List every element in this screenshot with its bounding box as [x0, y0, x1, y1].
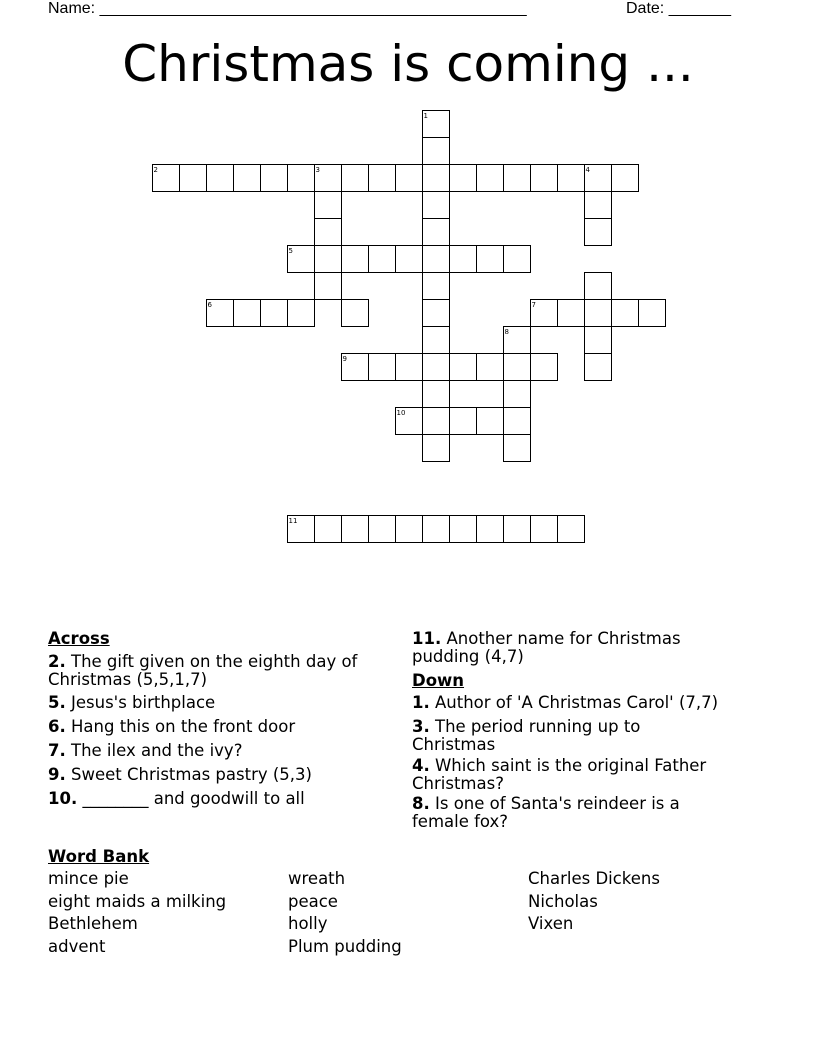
clue-number-label: 11: [288, 516, 298, 525]
word-bank-item: Charles Dickens: [528, 869, 660, 888]
crossword-cell[interactable]: [422, 272, 450, 300]
word-bank-item: mince pie: [48, 869, 129, 888]
date-label[interactable]: Date: _______: [626, 0, 731, 17]
crossword-cell[interactable]: [503, 353, 531, 381]
crossword-cell[interactable]: [449, 164, 477, 192]
clue-number-label: 7: [531, 300, 536, 309]
crossword-cell[interactable]: [287, 245, 315, 273]
crossword-cell[interactable]: [314, 164, 342, 192]
crossword-cell[interactable]: [476, 515, 504, 543]
clue-down-4: 4. Which saint is the original Father Christmas?: [412, 756, 707, 793]
crossword-cell[interactable]: [341, 245, 369, 273]
clue-number-label: 3: [315, 165, 320, 174]
clue-across-9: 9. Sweet Christmas pastry (5,3): [48, 765, 312, 784]
crossword-cell[interactable]: [476, 353, 504, 381]
crossword-cell[interactable]: [530, 164, 558, 192]
crossword-cell[interactable]: [341, 164, 369, 192]
crossword-cell[interactable]: [530, 353, 558, 381]
crossword-cell[interactable]: [422, 218, 450, 246]
crossword-cell[interactable]: [449, 245, 477, 273]
crossword-cell[interactable]: [503, 407, 531, 435]
crossword-cell[interactable]: [503, 434, 531, 462]
crossword-cell[interactable]: [341, 515, 369, 543]
crossword-cell[interactable]: [476, 407, 504, 435]
crossword-cell[interactable]: [314, 515, 342, 543]
clue-down-1: 1. Author of 'A Christmas Carol' (7,7): [412, 693, 719, 712]
clue-number-label: 4: [585, 165, 590, 174]
crossword-cell[interactable]: [287, 164, 315, 192]
crossword-cell[interactable]: [503, 245, 531, 273]
word-bank-heading: Word Bank: [48, 847, 150, 866]
crossword-cell[interactable]: [260, 164, 288, 192]
crossword-cell[interactable]: [314, 245, 342, 273]
crossword-cell[interactable]: [233, 164, 261, 192]
crossword-cell[interactable]: [260, 299, 288, 327]
crossword-cell[interactable]: [422, 434, 450, 462]
crossword-cell[interactable]: [287, 299, 315, 327]
crossword-cell[interactable]: [530, 299, 558, 327]
crossword-cell[interactable]: [422, 110, 450, 138]
crossword-cell[interactable]: [314, 272, 342, 300]
crossword-cell[interactable]: [584, 272, 612, 300]
crossword-cell[interactable]: [395, 515, 423, 543]
crossword-cell[interactable]: [638, 299, 666, 327]
crossword-cell[interactable]: [368, 164, 396, 192]
crossword-cell[interactable]: [584, 353, 612, 381]
clue-across-5: 5. Jesus's birthplace: [48, 693, 216, 712]
clue-number-label: 8: [504, 327, 509, 336]
clue-number-label: 1: [423, 111, 428, 120]
crossword-cell[interactable]: [557, 515, 585, 543]
clue-number-label: 2: [153, 165, 158, 174]
crossword-cell[interactable]: [368, 245, 396, 273]
clue-number-label: 5: [288, 246, 293, 255]
word-bank-item: Vixen: [528, 914, 574, 933]
crossword-cell[interactable]: [152, 164, 180, 192]
word-bank-item: wreath: [288, 869, 346, 888]
crossword-cell[interactable]: [395, 245, 423, 273]
crossword-cell[interactable]: [395, 407, 423, 435]
clue-number-label: 9: [342, 354, 347, 363]
across-heading: Across: [48, 629, 110, 648]
word-bank-item: Bethlehem: [48, 914, 138, 933]
clue-down-3: 3. The period running up to Christmas: [412, 717, 641, 754]
word-bank-item: holly: [288, 914, 328, 933]
crossword-cell[interactable]: [422, 407, 450, 435]
crossword-cell[interactable]: [584, 164, 612, 192]
crossword-cell[interactable]: [611, 299, 639, 327]
crossword-cell[interactable]: [422, 380, 450, 408]
crossword-cell[interactable]: [503, 515, 531, 543]
down-heading: Down: [412, 671, 465, 690]
crossword-cell[interactable]: [422, 326, 450, 354]
crossword-cell[interactable]: [395, 164, 423, 192]
crossword-cell[interactable]: [368, 353, 396, 381]
crossword-cell[interactable]: [179, 164, 207, 192]
crossword-cell[interactable]: [314, 218, 342, 246]
crossword-cell[interactable]: [422, 245, 450, 273]
crossword-cell[interactable]: [287, 515, 315, 543]
crossword-cell[interactable]: [449, 515, 477, 543]
crossword-cell[interactable]: [476, 164, 504, 192]
crossword-cell[interactable]: [611, 164, 639, 192]
page-title: Christmas is coming ...: [122, 35, 694, 93]
crossword-cell[interactable]: [584, 299, 612, 327]
crossword-cell[interactable]: [422, 191, 450, 219]
crossword-cell[interactable]: [557, 164, 585, 192]
crossword-cell[interactable]: [422, 299, 450, 327]
crossword-cell[interactable]: [584, 191, 612, 219]
crossword-cell[interactable]: [233, 299, 261, 327]
crossword-cell[interactable]: [449, 407, 477, 435]
crossword-cell[interactable]: [584, 326, 612, 354]
crossword-cell[interactable]: [206, 164, 234, 192]
crossword-cell[interactable]: [584, 218, 612, 246]
crossword-cell[interactable]: [422, 515, 450, 543]
crossword-cell[interactable]: [314, 191, 342, 219]
crossword-cell[interactable]: [503, 164, 531, 192]
crossword-cell[interactable]: [206, 299, 234, 327]
crossword-cell[interactable]: [341, 299, 369, 327]
crossword-cell[interactable]: [503, 326, 531, 354]
crossword-cell[interactable]: [422, 353, 450, 381]
across-clues: [48, 630, 398, 820]
crossword-cell[interactable]: [395, 353, 423, 381]
crossword-cell[interactable]: [422, 137, 450, 165]
clue-number-label: 10: [396, 408, 406, 417]
crossword-cell[interactable]: [368, 515, 396, 543]
down-clues: [412, 630, 772, 835]
clue-across-6: 6. Hang this on the front door: [48, 717, 296, 736]
word-bank-item: advent: [48, 937, 106, 956]
word-bank-item: peace: [288, 892, 338, 911]
crossword-cell[interactable]: [341, 353, 369, 381]
crossword-cell[interactable]: [530, 515, 558, 543]
clue-down-8: 8. Is one of Santa's reindeer is a female fox?: [412, 794, 680, 831]
crossword-cell[interactable]: [503, 380, 531, 408]
word-bank-item: eight maids a milking: [48, 892, 227, 911]
clue-number-label: 6: [207, 300, 212, 309]
crossword-cell[interactable]: [557, 299, 585, 327]
clue-across-7: 7. The ilex and the ivy?: [48, 741, 243, 760]
clue-across-2: 2. The gift given on the eighth day of Christmas (5,5,1,7): [48, 652, 358, 689]
clue-across-11: 11. Another name for Christmas pudding (4,7): [412, 629, 681, 666]
crossword-cell[interactable]: [449, 353, 477, 381]
crossword-cell[interactable]: [476, 245, 504, 273]
word-bank-item: Nicholas: [528, 892, 598, 911]
name-label[interactable]: Name: ________________________________________________: [48, 0, 527, 17]
clue-across-10: 10. ________ and goodwill to all: [48, 789, 305, 808]
word-bank-item: Plum pudding: [288, 937, 402, 956]
crossword-cell[interactable]: [422, 164, 450, 192]
